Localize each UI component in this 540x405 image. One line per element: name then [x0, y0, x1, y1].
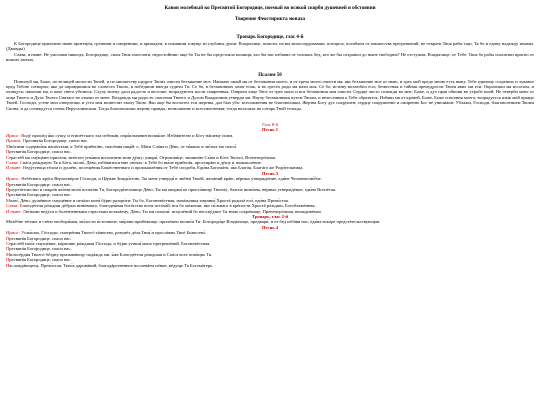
troparion-2-text: Молéбне тéплие и стéно необори́мая, ми́лости и́сточниче, ми́рови прибéжище, прилéжно вопие́м Ти: Богороди́це Владычице, предвари́, и от бед избáви нас, еди́на вскóре предстáтельствующая.: [6, 219, 381, 225]
verse-initial: Л: [22, 208, 26, 214]
verse-initial: П: [6, 192, 10, 198]
verse-text: трастéй мои́х смущéние, кóрмчию рóждшая Гóспода, и бýрю утиши́ моих прегрешéний, Богоневéстная.: [8, 241, 211, 246]
verse-label: Ирмос:: [6, 230, 22, 236]
verse-initial: М: [6, 143, 11, 149]
verse-initial: У: [21, 230, 24, 236]
verse-initial: П: [6, 246, 10, 252]
verse-text: редстáтельство и покрóв жи́зни моея́ полагáю Тя, Богороди́тельнице Дéво: Ты мя окорми́ ко приста́нищу Твоемý, благи́х вино́вна, вéрных утверждéние, еди́на Всепéтая.: [9, 186, 336, 192]
verse-initial: С: [6, 241, 9, 246]
verse-text: ебéснаго крýга Верхотвóрче Гóсподи, и Цéркве Зижди́телю, Ты мене утверди́ в любвú Твоéй, желáний крáю, вéрных утверждéние, еди́не Человеколю́бче.: [24, 176, 322, 182]
verse-text: едýгующа тéлом и душéю, посещéния Божéственнаго и промышлéния от Тебé сподоби, Еди́на Богомáти, я́ко Благáя, Благáго же Роди́тельница.: [26, 165, 304, 171]
verse-text: трастéй мя смущáют прилóзи, мнóгаго уны́ния исполнити мою дýшу; умири́, Отрокови́це, тишинóю Сы́на и Бóга Твоегó, Всенепорóчная.: [8, 154, 276, 160]
verse-text: нóгими содержи́мь напáстьми, к Тебé прибегáю, спасéния ищя́й: о, Мáти Слóва и Дéво, от тя́жких и лю́тых мя спаси́.: [10, 143, 237, 149]
verse-text: ресвятáя Богородице, спаси нас.: [9, 257, 72, 263]
verse-label: Слава:: [6, 159, 20, 165]
troparion-heading: Тропарь Богородице, глас 4-й: [236, 35, 304, 40]
ode-3-heading: Песнь 3: [261, 170, 279, 176]
verse-initial: М: [6, 251, 11, 257]
verse-initial: Б: [19, 203, 23, 209]
verse-initial: Н: [21, 176, 25, 182]
verse-label: Ирмос:: [6, 176, 22, 182]
verse-initial: П: [6, 149, 10, 155]
verse-initial: П: [6, 181, 10, 187]
ode-4-heading: Песнь 4: [261, 224, 279, 230]
troparion-paragraph-1: К Богородице прилежно ныне притецем, грешнии и смиреннии, и припадем, в покаянии зовуще из глубины души: Владычице, помози, на ны милосердовавши, потщися, погибаем от множества прегрешений, не отврати Твоя рабы тщи, Тя бо и едину надежду имамы. (Дважды): [6, 41, 534, 52]
verse-text: ресвятáя Богородице, спаси нас.: [9, 192, 72, 198]
verse-text: ресвятáя Богородице, спаси нас.: [9, 181, 72, 187]
verse-text: олю́, Дéво, душéвное смущéние и печáли моея́ бýрю разори́ти: Ты бо, Богоневéстная, начáльника тишины́ Христá родилá еси́, еди́на Пречи́стая.: [9, 197, 289, 203]
document-title: Канон молебный ко Пресвятой Богородице, поемый во всякой скорби душевней и обстоянии: [164, 6, 376, 11]
verse-initial: С: [19, 159, 23, 165]
verse-line: [6, 263, 534, 268]
ode-3-verses: [6, 176, 534, 214]
canon-tone-heading: Глас 8-й: [262, 122, 278, 128]
verse-label: Припев:: [6, 138, 23, 144]
troparion-2-heading: Тропарь, глас 2-й: [252, 213, 288, 219]
verse-initial: П: [6, 257, 10, 263]
verse-text: одý прошéд я́ко сýшу, и египéтскаго зла избежáв, изра́ильтянин вопия́ше: Избáвителю и Бóгу нáшему поим.: [24, 132, 234, 138]
verse-text: илосéрдия Твоегó бéздну призывáющу подáждь ми, я́же Благодéтеля рóждшая и Спáса всех пою́щих Тя.: [10, 251, 213, 257]
verse-initial: В: [21, 132, 25, 138]
ode-4-verses: [6, 230, 534, 268]
psalm-text: Помилуй мя, Боже, по велицей милости Твоей, и по множеству щедрот Твоих очисти беззаконие мое. Наипаче омый мя от беззакония моего, и от греха моего очисти мя; яко беззаконие мое аз знаю, и грех мой предо мною есть выну. Тебе единому согреших и лукавое пред Тобою сотворих; яко да оправдишися во словесех Твоих, и победиши внегда судити Ти. Се бо, в беззакониих зачат есмь, и во гресех роди мя мати моя. Се бо, истину возлюбил еси; безвестная и тайная премудрости Твоея явил ми еси. Окропиши мя иссопом, и очищуся; омыеши мя, и паче снега убелюся. Слуху моему даси радость и веселие; возрадуются кости смиренныя. Отврати лице Твое от грех моих и вся беззакония моя очисти. Сердце чисто созижди во мне, Боже, и дух прав обнови во утробе моей. Не отверби мене от лица Твоего и Духа Твоего Святаго не отыми от мене. Воздаждь ми радость спасения Твоего и Духом Владычним утверди мя. Научу беззаконныя путем Твоим, и нечестивии к Тебе обратятся. Избави мя от кровей, Боже, Боже спасения моего; возрадуется язык мой правде Твоей. Господи, устне мои отверзеши, и уста моя возвестят хвалу Твою. Яко аще бы восхотел еси жертвы, дал бых убо: всесожжения не благоволиши. Жертва Богу дух сокрушен; сердце сокрушенно и смиренно Бог не уничижит. Ублажи, Господи, благоволением Твоим Сиона, и да созиждутся стены Иерусалимския. Тогда благоволиши жертву правды, возношение и всесожегаемая; тогда возложат на олтарь Твой тельцы.: [6, 78, 534, 111]
verse-label: И ныне:: [6, 208, 23, 214]
verse-label: Слава:: [6, 203, 20, 209]
verse-text: ресвятáя Богородице, спаси нас.: [9, 246, 72, 252]
verse-initial: С: [6, 154, 9, 160]
verse-label: Ирмос:: [6, 132, 22, 138]
verse-text: ресвятáя Богородице, спаси нас.: [9, 235, 72, 241]
verse-initial: Н: [22, 165, 27, 171]
troparion-paragraph-2: Слава, и ныне: Не умолчим никогда, Богородице, силы Твоя глаголати, недостойнии: аще бо Ты не бы предстояла молящи, кто бы нас избавил от толиких бед, кто же бы сохранил до ныне свободны? Не отступим, Владычице, от Тебе: Твоя бо рабы спасаеши присно от всяких лютых.: [6, 51, 534, 63]
verse-initial: Н: [6, 262, 10, 268]
verse-text: лагодéтеля рóждши дóбрых винóвнаго, благодея́ния богáтство всем источа́й, вся бо мóжеши, я́ко си́льнаго в крéпости Христá рóждши, Богоблажéнная.: [22, 203, 316, 209]
verse-initial: П: [22, 138, 27, 144]
verse-text: ю́тыми недýги и болéзненными страстьми истязáему, Дéво, Ты ми помози́: исцелéний бо неоскýдное Тя знаю сокрóвище, Пренепорóчная, неиждивéмое.: [25, 208, 323, 214]
psalm-heading: Псалом 50: [258, 72, 282, 78]
verse-text: ресвятáя Богородице, спаси нас.: [26, 138, 89, 144]
verse-initial: П: [6, 186, 10, 192]
verse-initial: М: [6, 197, 10, 203]
verse-text: слы́шах, Гóсподи, смотрéния Твоегó тáинство, разумéх дéла Твоя́ и прослáвих Твоé Божество́.: [23, 230, 207, 236]
document-subtitle: Творение Феостирикта монаха: [234, 17, 306, 22]
verse-text: пáса рóждшую Тя и Бóга, молю́, Дéво, избáвитися мне лю́тых: к Тебé бо ны́не прибегáя, простирáю и дýшу и помышлéние.: [22, 159, 262, 165]
verse-initial: П: [6, 235, 10, 241]
verse-text: аслаждáющеся, Пречи́стая, Твои́х даровáний, благодáрственное воспевáем пéние, вéдуще Тя Богомáтерь.: [9, 262, 214, 268]
ode-1-heading: Песнь 1: [261, 127, 279, 133]
ode-1-verses: [6, 133, 534, 171]
verse-label: И ныне:: [6, 165, 23, 171]
verse-text: ресвятáя Богородице, спаси нас.: [9, 149, 72, 155]
